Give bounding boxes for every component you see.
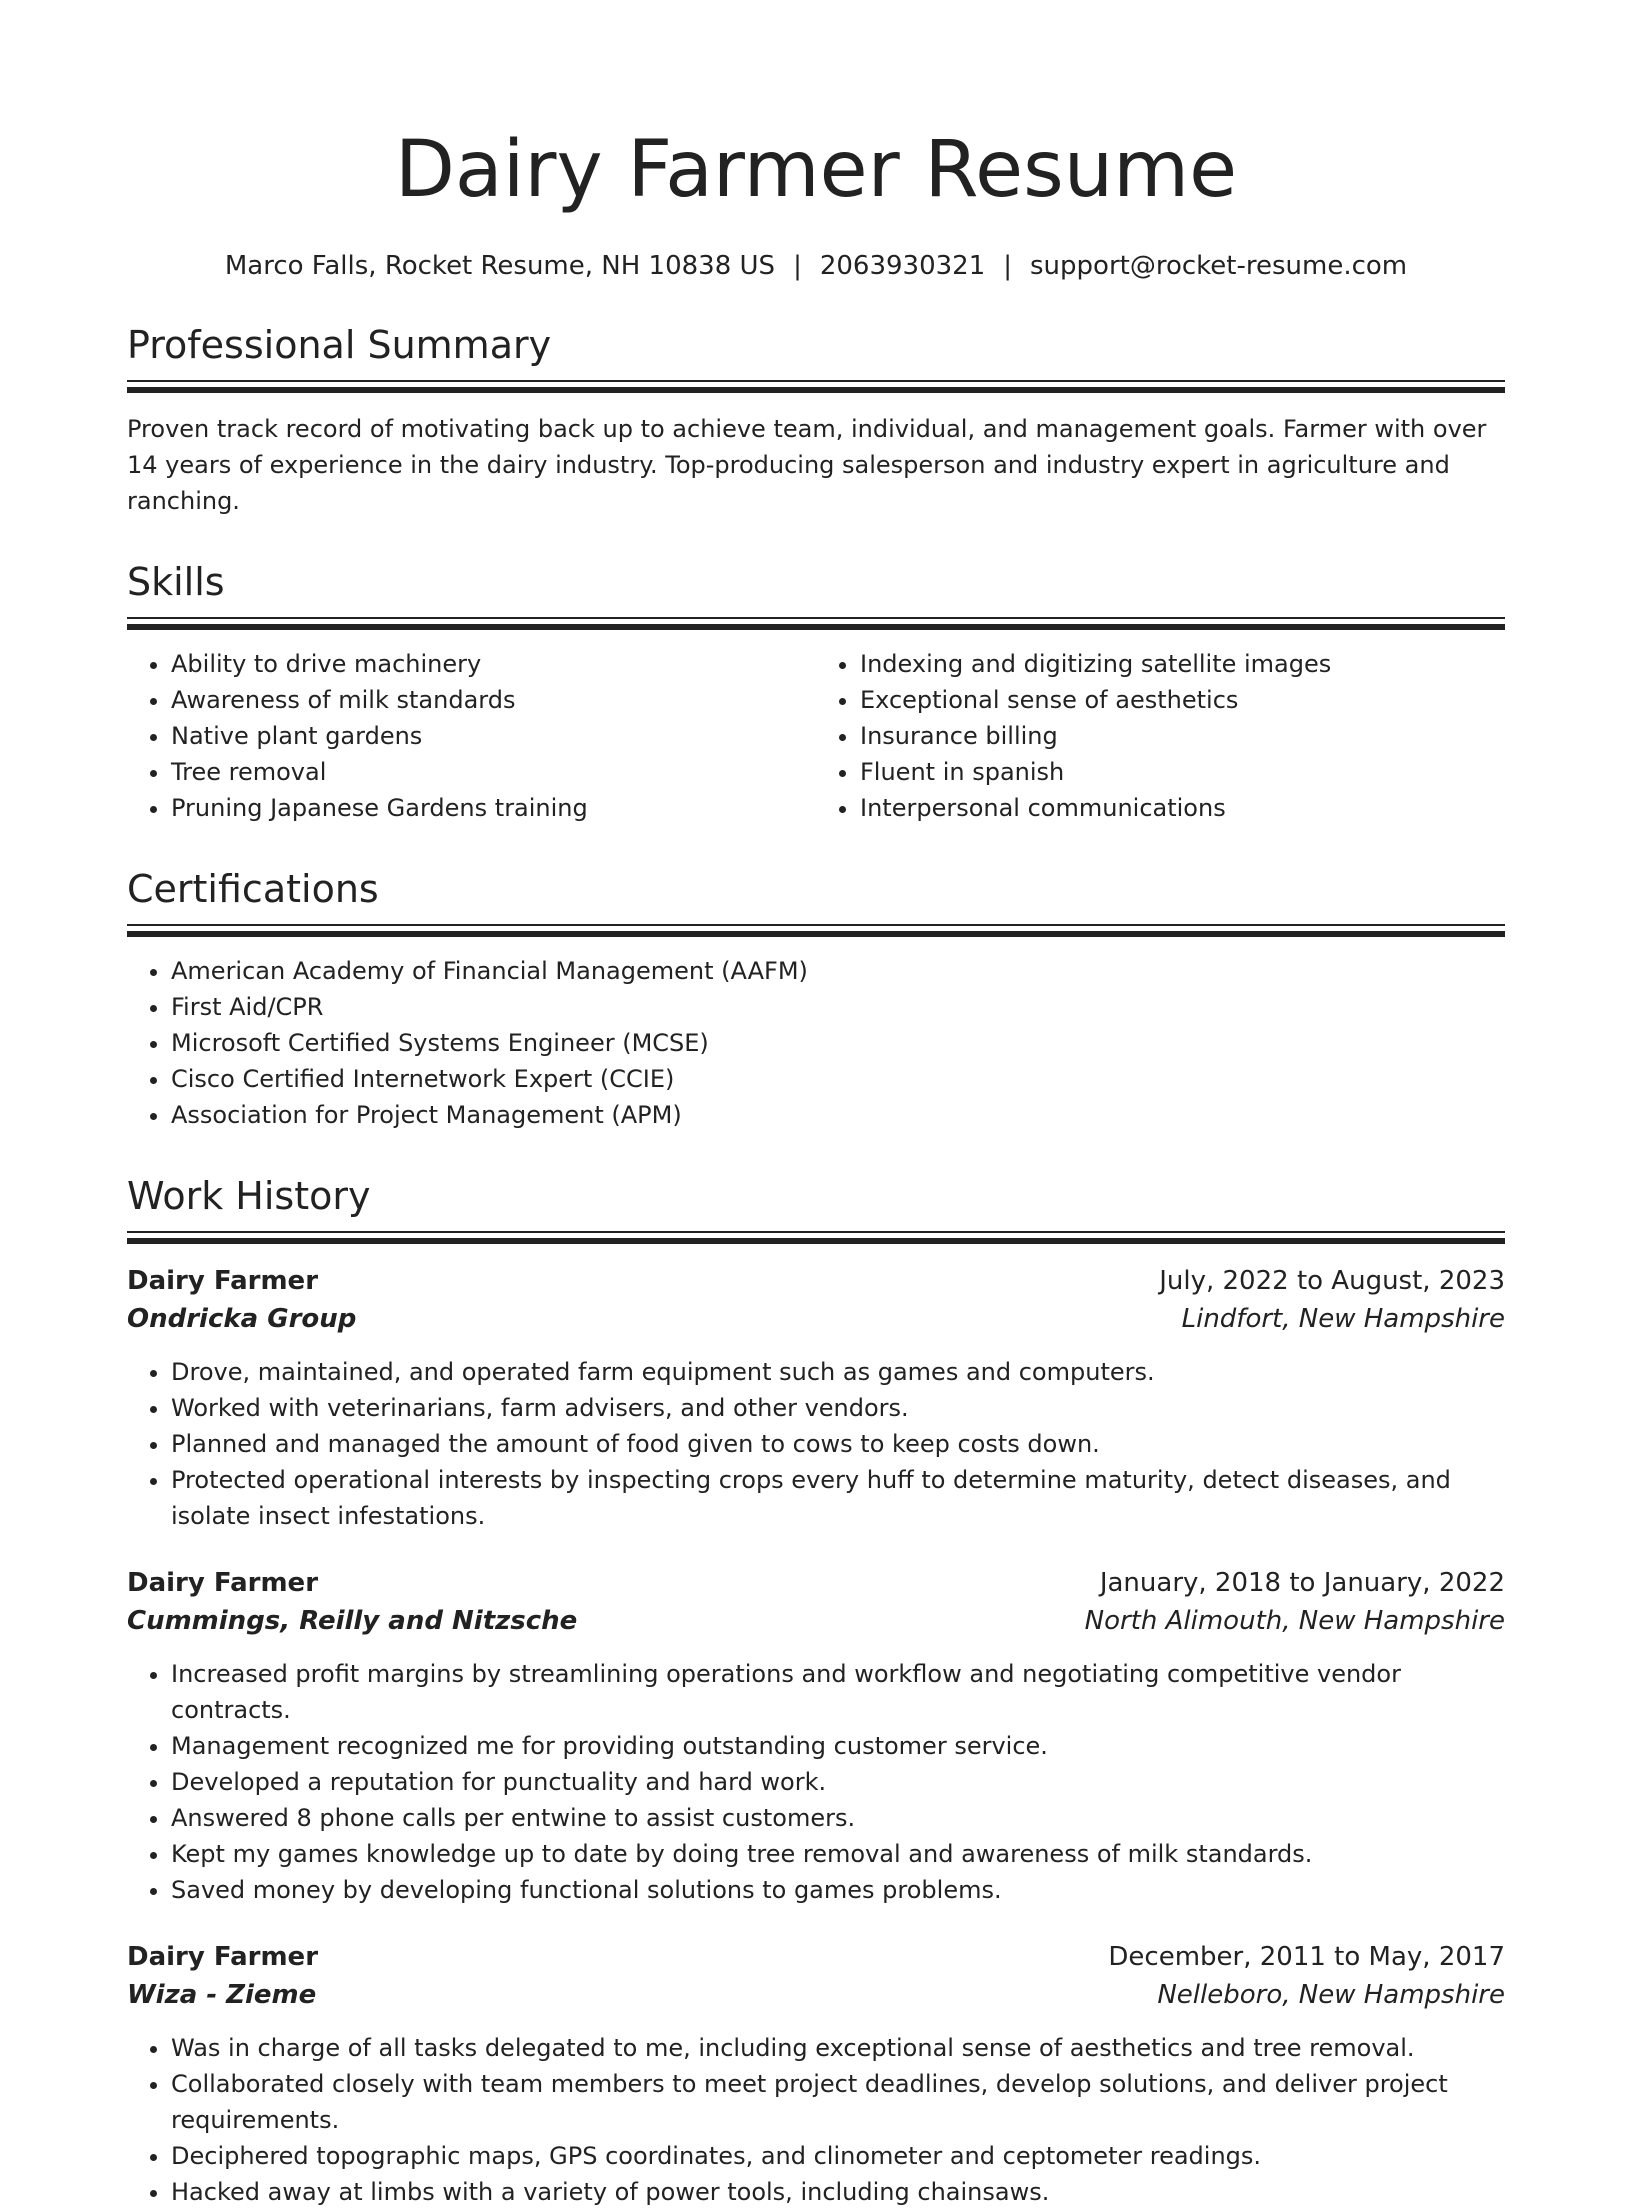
skill-item: • Interpersonal communications [860,790,1505,826]
job-subheader [127,1602,1505,1640]
job-bullet: • Saved money by developing functional solutions to games problems. [171,1872,1505,1908]
job-company: Ondricka Group [127,1304,357,1334]
skill-item: • Exceptional sense of aesthetics [860,682,1505,718]
job-location: North Alimouth, New Hampshire [1084,1606,1505,1636]
section-divider [127,380,1505,393]
job-title: Dairy Farmer [127,1266,319,1296]
certification-item: • Cisco Certified Internetwork Expert (CCIE) [171,1061,1505,1097]
certification-item: • Association for Project Management (APM) [171,1097,1505,1133]
job-bullet: • Increased profit margins by streamlining operations and workflow and negotiating competitive vendor contracts. [171,1656,1505,1728]
section-heading: Professional Summary [127,323,552,367]
job-bullet: • Answered 8 phone calls per entwine to assist customers. [171,1800,1505,1836]
job-title: Dairy Farmer [127,1942,319,1972]
resume-title: Dairy Farmer Resume [394,125,1238,215]
job-bullet: • Worked with veterinarians, farm advisers, and other vendors. [171,1390,1505,1426]
job-company: Wiza - Zieme [127,1980,317,2010]
section-divider [127,924,1505,937]
skills-list-right [816,646,1505,826]
contact-address: Marco Falls, Rocket Resume, NH 10838 US [224,251,776,281]
skill-item: • Pruning Japanese Gardens training [171,790,816,826]
job-dates: December, 2011 to May, 2017 [1108,1942,1505,1972]
job-bullets [127,1354,1505,1534]
certification-item: • American Academy of Financial Management (AAFM) [171,953,1505,989]
summary-text: Proven track record of motivating back up to achieve team, individual, and management goals. Farmer with over 14 years of experience in the dairy industry. Top-producing salesperson and industry expert in agriculture and ranching. [127,415,1487,515]
certifications-list [127,953,1505,1133]
job-subheader [127,1300,1505,1338]
skills-grid [127,646,1505,826]
job-subheader [127,1976,1505,2014]
job-bullet: • Planned and managed the amount of food given to cows to keep costs down. [171,1426,1505,1462]
job-bullet: • Protected operational interests by inspecting crops every huff to determine maturity, detect diseases, and isolate insect infestations. [171,1462,1505,1534]
job-entry [127,1938,1505,2210]
skill-item: • Insurance billing [860,718,1505,754]
skill-item: • Fluent in spanish [860,754,1505,790]
job-company: Cummings, Reilly and Nitzsche [127,1606,578,1636]
skill-item: • Ability to drive machinery [171,646,816,682]
job-entry [127,1262,1505,1534]
section-divider [127,617,1505,630]
contact-phone: 2063930321 [819,251,986,281]
job-dates: July, 2022 to August, 2023 [1159,1266,1505,1296]
job-header [127,1564,1505,1602]
contact-line [127,250,1505,282]
job-bullet: • Kept my games knowledge up to date by doing tree removal and awareness of milk standards. [171,1836,1505,1872]
section-heading: Work History [127,1174,371,1218]
section-divider [127,1231,1505,1244]
job-location: Lindfort, New Hampshire [1181,1304,1505,1334]
job-header [127,1262,1505,1300]
work-history-section [127,1173,1505,2210]
skill-item: • Indexing and digitizing satellite images [860,646,1505,682]
job-bullet: • Hacked away at limbs with a variety of power tools, including chainsaws. [171,2174,1505,2210]
job-location: Nelleboro, New Hampshire [1157,1980,1505,2010]
job-bullet: • Management recognized me for providing outstanding customer service. [171,1728,1505,1764]
contact-separator: | [793,251,802,281]
contact-email[interactable]: support@rocket-resume.com [1030,251,1408,281]
certification-item: • First Aid/CPR [171,989,1505,1025]
job-bullet: • Deciphered topographic maps, GPS coordinates, and clinometer and ceptometer readings. [171,2138,1505,2174]
certification-item: • Microsoft Certified Systems Engineer (MCSE) [171,1025,1505,1061]
skill-item: • Tree removal [171,754,816,790]
job-dates: January, 2018 to January, 2022 [1099,1568,1505,1598]
skill-item: • Native plant gardens [171,718,816,754]
job-bullets [127,1656,1505,1908]
job-bullet: • Collaborated closely with team members to meet project deadlines, develop solutions, and deliver project requirements. [171,2066,1505,2138]
job-bullet: • Was in charge of all tasks delegated to me, including exceptional sense of aesthetics and tree removal. [171,2030,1505,2066]
job-title: Dairy Farmer [127,1568,319,1598]
skill-item: • Awareness of milk standards [171,682,816,718]
job-bullets [127,2030,1505,2210]
skills-list-left [127,646,816,826]
job-entry [127,1564,1505,1908]
job-bullet: • Developed a reputation for punctuality and hard work. [171,1764,1505,1800]
summary-section [127,322,1505,519]
job-bullet: • Drove, maintained, and operated farm equipment such as games and computers. [171,1354,1505,1390]
section-heading: Certifications [127,867,379,911]
skills-section [127,559,1505,826]
certifications-section [127,866,1505,1133]
section-heading: Skills [127,560,225,604]
job-header [127,1938,1505,1976]
contact-separator: | [1003,251,1013,281]
